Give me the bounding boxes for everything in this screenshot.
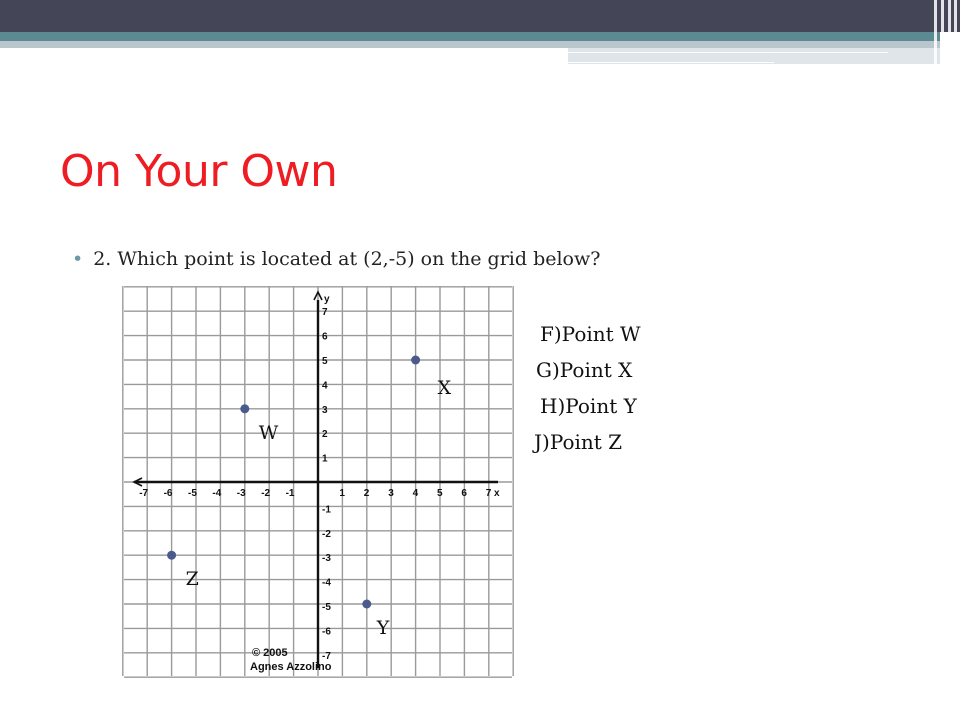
x-tick-label: -4 (212, 488, 222, 499)
header-band-teal (0, 32, 940, 41)
header-band-gray (0, 41, 940, 48)
y-tick-label: 6 (322, 331, 328, 343)
point-y-marker (362, 600, 371, 609)
choice-h: H)Point Y (540, 394, 637, 418)
point-z-label: Z (185, 568, 199, 591)
x-tick-label: -2 (261, 488, 271, 499)
y-tick-label: 4 (322, 380, 328, 392)
y-tick-label: -4 (322, 577, 331, 589)
x-tick-label: 5 (437, 488, 443, 499)
x-tick-label: 4 (412, 488, 419, 499)
copyright-label: © 2005 (252, 647, 288, 659)
answer-choices (536, 316, 641, 460)
choice-g: G)Point X (536, 358, 633, 382)
x-tick-label: 3 (388, 488, 394, 499)
header-rule-short (568, 62, 774, 63)
header-band-dark (0, 0, 960, 32)
choice-j: J)Point Z (534, 430, 623, 454)
x-tick-label: 1 (339, 488, 345, 499)
question-label: 2. Which point is located at (2,-5) on the grid below? (93, 248, 601, 270)
point-w-label: W (258, 421, 279, 444)
axes (134, 292, 498, 668)
y-tick-label: -6 (322, 626, 331, 638)
y-tick-label: -5 (322, 602, 331, 613)
bullet-icon: • (72, 248, 84, 270)
y-tick-label: -7 (322, 650, 331, 662)
slide-title: On Your Own (60, 146, 338, 197)
x-tick-label: 7 (485, 488, 492, 499)
x-tick-label: -6 (163, 488, 173, 499)
y-tick-label: 3 (322, 404, 328, 416)
y-tick-label: 5 (322, 356, 328, 367)
header-rule (568, 52, 888, 53)
x-tick-label: -1 (285, 488, 295, 499)
point-x-label: X (437, 377, 452, 399)
x-tick-label: 2 (363, 488, 370, 499)
y-tick-label: 1 (322, 453, 328, 465)
y-tick-label: -3 (322, 553, 331, 565)
x-tick-label: -3 (236, 488, 246, 499)
y-axis-label: y (324, 294, 330, 305)
question-text (72, 248, 600, 270)
x-tick-label: 6 (461, 488, 467, 499)
coordinate-grid (120, 282, 520, 682)
x-tick-label: -5 (188, 488, 197, 499)
y-tick-label: -2 (322, 528, 331, 540)
point-z-marker (167, 551, 176, 560)
y-tick-label: -1 (322, 504, 331, 516)
header-edge-lines (930, 0, 960, 66)
plotted-points (167, 356, 452, 640)
author-label: Agnes Azzolino (250, 661, 332, 673)
point-x-marker (411, 356, 420, 365)
y-tick-label: 7 (322, 307, 328, 319)
x-axis-label: x (494, 488, 500, 499)
choice-f: F)Point W (540, 322, 641, 346)
point-y-label: Y (376, 617, 390, 639)
point-w-marker (240, 404, 249, 413)
x-tick-label: -7 (139, 488, 149, 499)
y-tick-label: 2 (322, 429, 328, 441)
